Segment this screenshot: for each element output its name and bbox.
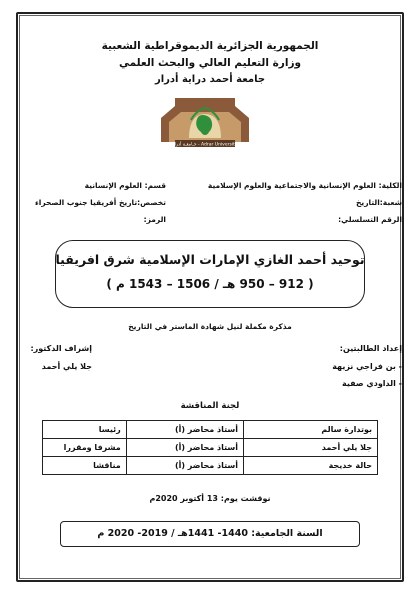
jury-member-role: رئيسا [43, 421, 127, 439]
table-row [43, 439, 378, 457]
academic-year: السنة الجامعية: 1440- 1441هـ / 2019- 2020 م [97, 528, 323, 539]
table-row [43, 421, 378, 439]
code-field: الرمز: [143, 215, 166, 224]
specialty-field: تخصص:تاريخ أفريقيا جنوب الصحراء [34, 198, 166, 207]
student-name-1: - بن فراجي نزيهة [332, 362, 402, 371]
jury-heading: لجنة المناقشة [180, 401, 240, 411]
thesis-note: مذكرة مكملة لنيل شهادة الماستر في التاريخ [128, 322, 292, 331]
students-label: إعداد الطالبتين: [339, 344, 402, 353]
thesis-title-line1: توحيد أحمد الغازي الإمارات الإسلامية شرق افريقيا [55, 252, 365, 267]
university-logo-icon [155, 92, 255, 152]
jury-member-rank: أستاذ محاضر (أ) [126, 439, 243, 457]
department-field: قسم: العلوم الإنسانية [84, 181, 166, 190]
supervisor-name: جلا يلي أحمد [41, 362, 92, 371]
student-name-2: - الداودي صفية [341, 379, 402, 388]
ministry-name: وزارة التعليم العالي والبحث العلمي [118, 57, 302, 69]
logo-text: جـامعـة أدرار - Adrar University [172, 142, 238, 148]
thesis-title-line2: ( 912 – 950 هـ / 1506 – 1543 م ) [106, 277, 314, 291]
jury-member-name: حالة خديجة [244, 457, 378, 475]
jury-member-role: مناقشا [43, 457, 127, 475]
jury-member-rank: أستاذ محاضر (أ) [126, 421, 243, 439]
jury-member-name: جلا يلي أحمد [244, 439, 378, 457]
branch-field: شعبة:التاريخ [355, 198, 402, 207]
jury-member-rank: أستاذ محاضر (أ) [126, 457, 243, 475]
title-box [55, 240, 365, 308]
table-row [43, 457, 378, 475]
university-name: جامعة أحمد دراية أدرار [154, 74, 266, 85]
jury-member-name: بوتدارة سالم [244, 421, 378, 439]
defense-date: نوقشت يوم: 13 أكتوبر 2020م [149, 494, 271, 503]
jury-table [42, 420, 378, 475]
jury-member-role: مشرفا ومقررا [43, 439, 127, 457]
supervisor-label: إشراف الدكتور: [30, 344, 92, 353]
republic-name: الجمهورية الجزائرية الديموقراطية الشعبية [101, 40, 319, 52]
serial-field: الرقم التسلسلي: [338, 215, 402, 224]
faculty-field: الكلية: العلوم الإنسانية والاجتماعية والعلوم الإسلامية [207, 181, 402, 190]
